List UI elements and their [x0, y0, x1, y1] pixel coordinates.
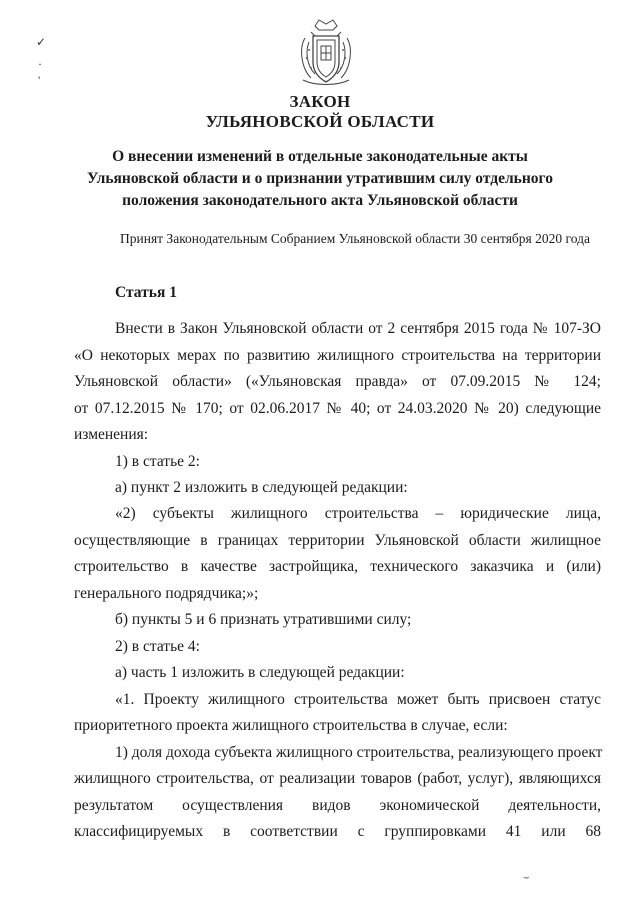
- body-line: осуществляющие в границах территории Ульяновской области жилищное: [74, 532, 601, 549]
- document-subtitle: [70, 146, 570, 212]
- body-line: изменения:: [74, 426, 149, 443]
- article-heading: Статья 1: [115, 284, 177, 301]
- margin-mark: ✓: [36, 35, 47, 49]
- subtitle-line: положения законодательного акта Ульяновской области: [122, 192, 518, 209]
- body-line: «1. Проекту жилищного строительства может быть присвоен статус: [115, 691, 601, 708]
- body-line: генерального подрядчика;»;: [74, 585, 259, 602]
- body-line: 1) в статье 2:: [115, 453, 200, 470]
- body-line: приоритетного проекта жилищного строительства в случае, если:: [74, 717, 508, 734]
- body-line: результатом осуществления видов экономической деятельности,: [74, 797, 601, 814]
- body-line: 2) в статье 4:: [115, 638, 200, 655]
- adoption-note: Принят Законодательным Собранием Ульяновской области 30 сентября 2020 года: [120, 231, 590, 246]
- body-line: от 07.12.2015 № 170; от 02.06.2017 № 40; от 24.03.2020 № 20) следующие: [74, 400, 601, 417]
- law-title: ЗАКОН: [289, 92, 351, 111]
- body-line: а) часть 1 изложить в следующей редакции:: [115, 664, 405, 681]
- body-line: «О некоторых мерах по развитию жилищного строительства на территории: [74, 347, 601, 364]
- region-title: УЛЬЯНОВСКОЙ ОБЛАСТИ: [205, 112, 435, 131]
- subtitle-line: О внесении изменений в отдельные законодательные акты: [112, 148, 528, 165]
- body-line: Ульяновской области» («Ульяновская правда» от 07.09.2015 № 124;: [74, 373, 601, 390]
- margin-mark: ': [38, 73, 41, 87]
- margin-mark: ·: [38, 57, 42, 71]
- body-line: жилищного строительства, от реализации товаров (работ, услуг), являющихся: [74, 770, 601, 787]
- body-line: классифицируемых в соответствии с группировками 41 или 68: [74, 823, 601, 840]
- page-mark: ⌣: [523, 872, 530, 883]
- body-line: 1) доля дохода субъекта жилищного строительства, реализующего проект: [115, 744, 603, 761]
- body-line: строительство в качестве застройщика, технического заказчика и (или): [74, 558, 601, 575]
- body-line: «2) субъекты жилищного строительства – юридические лица,: [115, 505, 601, 522]
- coat-of-arms-emblem: [297, 18, 355, 88]
- body-line: а) пункт 2 изложить в следующей редакции:: [115, 479, 408, 496]
- body-line: Внести в Закон Ульяновской области от 2 сентября 2015 года № 107-ЗО: [115, 320, 601, 337]
- body-line: б) пункты 5 и 6 признать утратившими силу;: [115, 611, 412, 628]
- subtitle-line: Ульяновской области и о признании утратившим силу отдельного: [87, 170, 553, 187]
